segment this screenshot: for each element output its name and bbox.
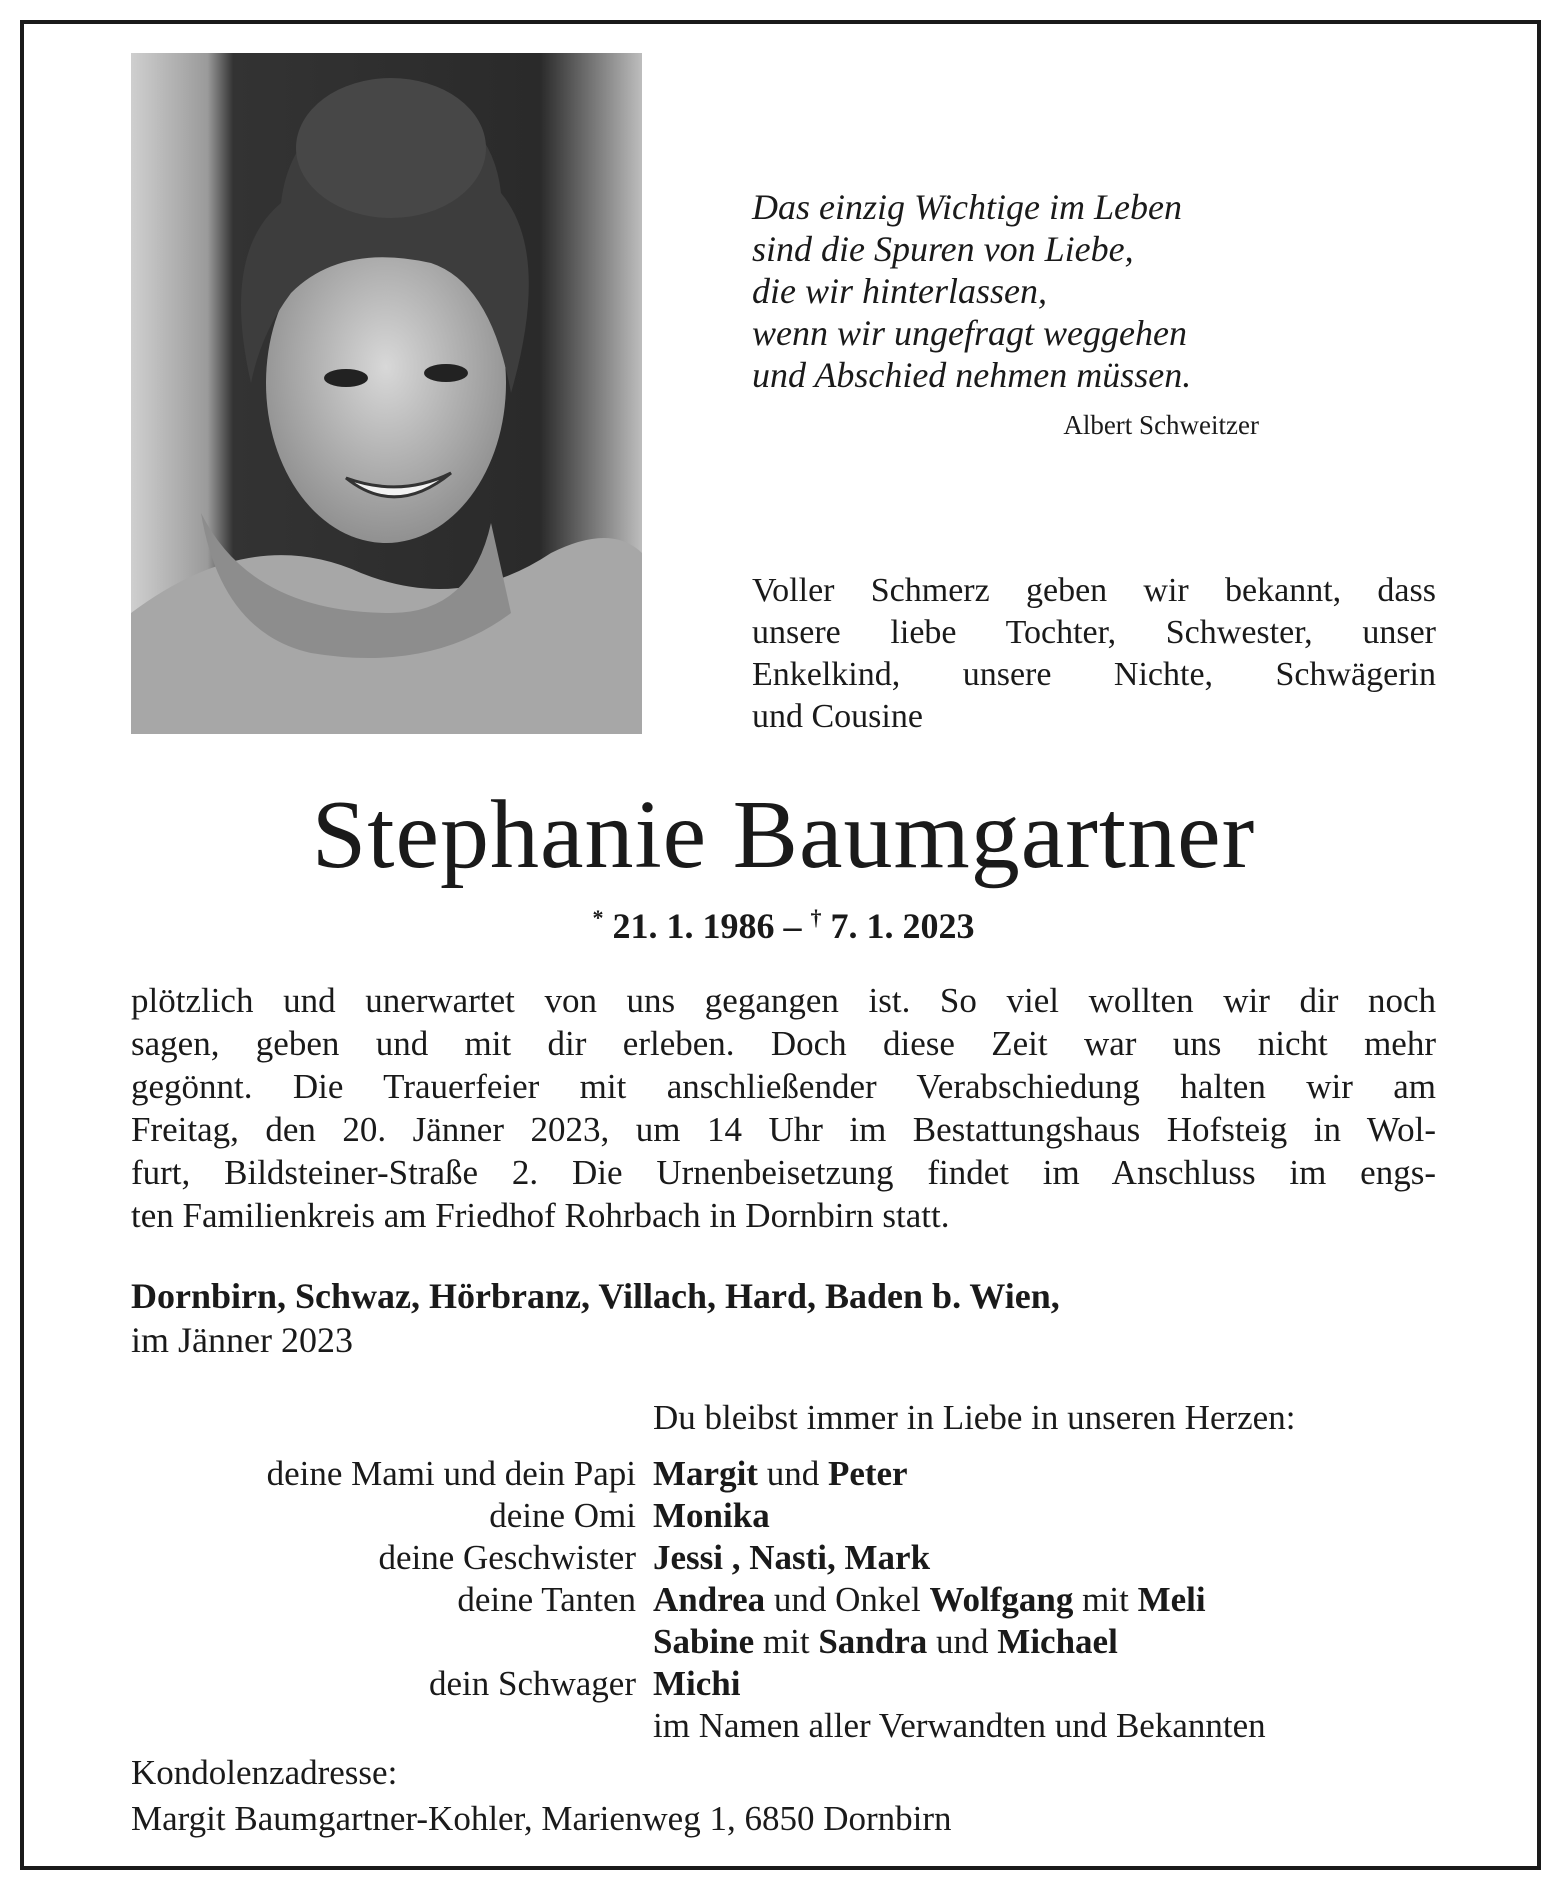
places: Dornbirn, Schwaz, Hörbranz, Villach, Hard, Baden b. Wien, <box>131 1276 1060 1316</box>
mourner-name: Peter <box>827 1454 908 1493</box>
body-line: Freitag, den 20. Jänner 2023, um 14 Uhr im Bestattungshaus Hofsteig in Wol- <box>131 1110 1436 1149</box>
relation-label: dein Schwager <box>428 1664 636 1703</box>
relation-label: deine Geschwister <box>378 1538 636 1577</box>
birth-symbol: * <box>592 905 604 930</box>
connector-text: im Namen aller Verwandten und Bekannten <box>653 1706 1266 1745</box>
relation-label: deine Tanten <box>457 1580 636 1619</box>
intro-line: und Cousine <box>752 698 923 735</box>
connector-text: mit <box>1073 1580 1138 1619</box>
mourners-list <box>131 1453 1266 1747</box>
connector-text: und Onkel <box>765 1580 930 1619</box>
mourner-row <box>131 1705 1266 1747</box>
condolence-label: Kondolenzadresse: <box>131 1753 398 1792</box>
mourner-name: Michael <box>997 1622 1118 1661</box>
relation-label: deine Omi <box>489 1496 636 1535</box>
relation-label: deine Mami und dein Papi <box>266 1454 636 1493</box>
mourner-names <box>653 1705 1266 1747</box>
connector-text: mit <box>754 1622 819 1661</box>
place-date: im Jänner 2023 <box>131 1320 353 1360</box>
mourner-row <box>131 1621 1266 1663</box>
death-symbol: † <box>810 905 822 930</box>
date-separator: – <box>774 906 811 946</box>
mourner-name: Monika <box>653 1496 770 1535</box>
mourner-row <box>131 1453 1266 1495</box>
deceased-name: Stephanie Baumgartner <box>311 781 1256 889</box>
mourner-name: Meli <box>1137 1580 1206 1619</box>
quote-line: sind die Spuren von Liebe, <box>752 229 1134 269</box>
quote-line: Das einzig Wichtige im Leben <box>752 187 1182 227</box>
mourner-name: Michi <box>653 1664 741 1703</box>
mourner-names <box>653 1453 908 1495</box>
body-line: plötzlich und unerwartet von uns gegangen ist. So viel wollten wir dir noch <box>131 981 1436 1020</box>
mourner-names <box>653 1537 930 1579</box>
birth-date: 21. 1. 1986 <box>612 906 775 946</box>
mourner-name: Sandra <box>818 1622 928 1661</box>
quote-line: wenn wir ungefragt weggehen <box>752 313 1187 353</box>
mourner-name: Sabine <box>653 1622 755 1661</box>
condolence-address-text: Margit Baumgartner-Kohler, Marienweg 1, 6850 Dornbirn <box>131 1799 952 1838</box>
body-line: furt, Bildsteiner-Straße 2. Die Urnenbeisetzung findet im Anschluss im engs- <box>131 1153 1436 1192</box>
life-dates <box>0 905 1567 947</box>
condolence-address <box>131 1750 952 1842</box>
love-line: Du bleibst immer in Liebe in unseren Herzen: <box>653 1398 1296 1437</box>
relation-label <box>131 1705 653 1747</box>
quote-line: die wir hinterlassen, <box>752 271 1047 311</box>
mourner-name: Andrea <box>653 1580 766 1619</box>
intro-line: unsere liebe Tochter, Schwester, unser <box>752 614 1436 651</box>
body-line: ten Familienkreis am Friedhof Rohrbach in Dornbirn statt. <box>131 1196 950 1235</box>
places-and-date <box>131 1274 1060 1362</box>
mourner-names <box>653 1621 1118 1663</box>
intro-line: Enkelkind, unsere Nichte, Schwägerin <box>752 656 1436 693</box>
announcement-body <box>131 979 1436 1237</box>
mourner-name: Wolfgang <box>929 1580 1074 1619</box>
death-date: 7. 1. 2023 <box>830 906 975 946</box>
body-line: sagen, geben und mit dir erleben. Doch diese Zeit war uns nicht mehr <box>131 1024 1436 1063</box>
mourner-name: Jessi , Nasti, Mark <box>653 1538 931 1577</box>
mourner-row <box>131 1495 1266 1537</box>
quote-line: und Abschied nehmen müssen. <box>752 355 1192 395</box>
mourner-row <box>131 1663 1266 1705</box>
connector-text: und <box>757 1454 828 1493</box>
portrait-photo <box>131 53 642 734</box>
connector-text: und <box>927 1622 998 1661</box>
quote-author: Albert Schweitzer <box>1063 410 1259 440</box>
mourner-names <box>653 1579 1206 1621</box>
relation-label <box>131 1621 653 1663</box>
announcement-intro <box>752 570 1436 738</box>
mourner-name: Margit <box>653 1454 758 1493</box>
body-line: gegönnt. Die Trauerfeier mit anschließender Verabschiedung halten wir am <box>131 1067 1436 1106</box>
mourner-row <box>131 1537 1266 1579</box>
intro-line: Voller Schmerz geben wir bekannt, dass <box>752 572 1436 609</box>
mourner-row <box>131 1579 1266 1621</box>
mourner-names <box>653 1495 770 1537</box>
mourner-names <box>653 1663 740 1705</box>
memorial-quote <box>752 186 1191 396</box>
